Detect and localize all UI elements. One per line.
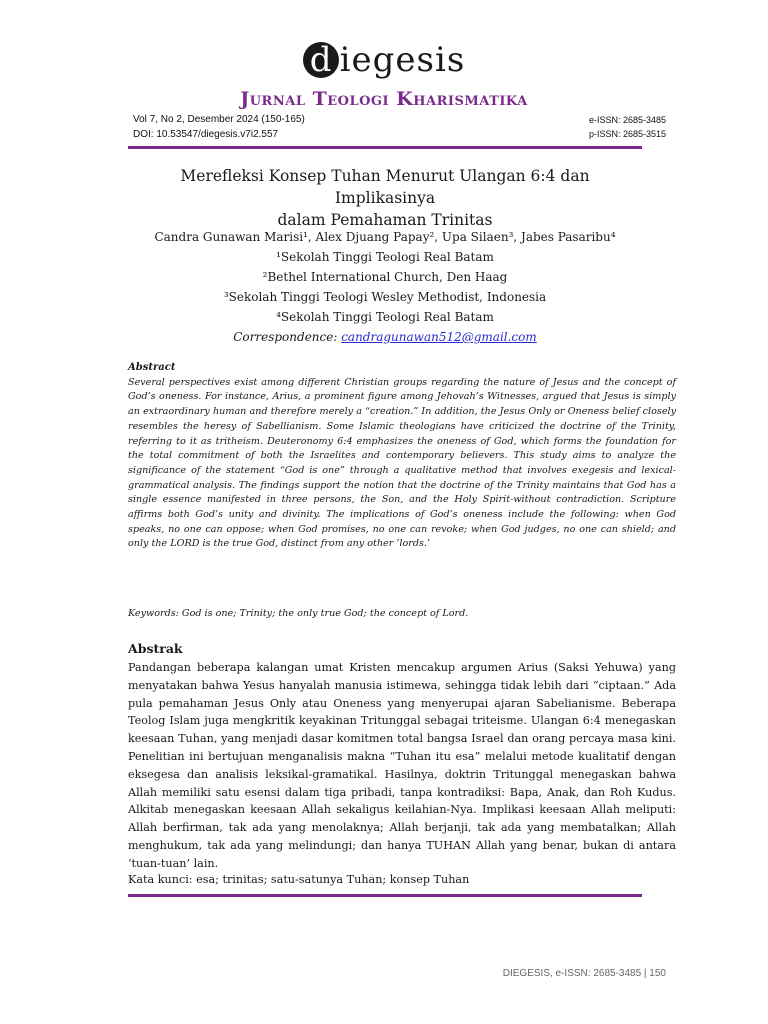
abstrak-heading: Abstrak: [128, 641, 183, 656]
footer-divider: [128, 894, 642, 897]
affiliation-4: ⁴Sekolah Tinggi Teologi Real Batam: [276, 310, 494, 324]
correspondence-email-link[interactable]: candragunawan512@gmail.com: [341, 330, 537, 344]
keywords-english: Keywords: God is one; Trinity; the only true God; the concept of Lord.: [128, 608, 469, 619]
affiliation-1: ¹Sekolah Tinggi Teologi Real Batam: [276, 250, 494, 264]
article-title: [128, 165, 642, 231]
eissn: e-ISSN: 2685-3485: [588, 115, 666, 125]
title-line-2: dalam Pemahaman Trinitas: [277, 211, 493, 229]
keywords-indonesian: Kata kunci: esa; trinitas; satu-satunya Tuhan; konsep Tuhan: [128, 873, 470, 886]
affiliation-3: ³Sekolah Tinggi Teologi Wesley Methodist, Indonesia: [223, 290, 547, 304]
issue-meta: [133, 112, 305, 142]
pissn: p-ISSN: 2685-3515: [588, 129, 666, 139]
logo-wordmark: iegesis: [339, 40, 466, 80]
affiliation-2: ²Bethel International Church, Den Haag: [262, 270, 508, 284]
journal-name: Jurnal Teologi Kharismatika: [240, 88, 528, 110]
header-divider: [128, 146, 642, 149]
logo-mark: d: [303, 42, 339, 78]
abstrak-text: Pandangan beberapa kalangan umat Kristen mencakup argumen Arius (Saksi Yehuwa) yang menyatakan bahwa Yesus hanyalah manusia istimewa, sehingga tidak lebih dari “ciptaan.” Ada pula pemahaman Jesus Only atau Oneness yang menyerupai ajaran Sabelianisme. Beberapa Teolog Islam juga mengkritik keyakinan Tritunggal sebagai triteisme. Ulangan 6:4 menegaskan keesaan Tuhan, yang menjadi dasar komitmen total bangsa Israel dan orang percaya masa kini. Penelitian ini bertujuan menganalisis makna “Tuhan itu esa” melalui metode kualitatif dengan eksegesa dan analisis leksikal-gramatikal. Hasilnya, doktrin Tritunggal menegaskan bahwa Allah memiliki satu esensi dalam tiga pribadi, tanpa kontradiksi: Bapa, Anak, dan Roh Kudus. Alkitab menegaskan keesaan Allah sekaligus keilahian-Nya. Implikasi keesaan Allah meliputi: Allah berfirman, tak ada yang menolaknya; Allah berjanji, tak ada yang membatalkan; Allah menghukum, tak ada yang melindungi; dan hanya TUHAN Allah yang benar, bukan di antara ‘tuan-tuan’ lain.: [128, 661, 676, 870]
title-line-1: Merefleksi Konsep Tuhan Menurut Ulangan 6:4 dan Implikasinya: [180, 167, 590, 207]
correspondence-label: Correspondence:: [233, 330, 342, 344]
correspondence: [128, 327, 642, 347]
journal-logo: [0, 40, 768, 80]
author-block: [128, 227, 642, 347]
abstract-heading: Abstract: [128, 362, 176, 373]
abstract-text: Several perspectives exist among different Christian groups regarding the nature of Jesus and the concept of God’s oneness. For instance, Arius, a prominent figure among Jehovah’s Witnesses, argued that Jesus is simply an extraordinary human and therefore merely a “creation.” In addition, the Jesus Only or Oneness belief closely resembles the heresy of Sabellianism. Some Islamic theologians have criticized the doctrine of the Trinity, referring to it as tritheism. Deuteronomy 6:4 emphasizes the oneness of God, which forms the foundation for the total commitment of both the Israelites and contemporary believers. This study aims to analyze the significance of the statement “God is one” through a qualitative method that involves exegesis and lexical-grammatical analysis. The findings support the notion that the doctrine of the Trinity maintains that God has a single essence manifested in three persons, the Son, and the Holy Spirit-without contradiction. Scripture affirms both God’s unity and divinity. The implications of God’s oneness include the following: when God speaks, no one can oppose; when God promises, no one can revoke; when God judges, no one can shield; and only the LORD is the true God, distinct from any other ’lords.’: [128, 376, 676, 550]
abstract-english: [128, 361, 676, 552]
page-footer: DIEGESIS, e-ISSN: 2685-3485 | 150: [502, 968, 666, 979]
volume-info: Vol 7, No 2, Desember 2024 (150-165): [133, 114, 305, 125]
author-names: Candra Gunawan Marisi¹, Alex Djuang Papay², Upa Silaen³, Jabes Pasaribu⁴: [154, 230, 616, 244]
issn-meta: [589, 113, 666, 141]
doi: DOI: 10.53547/diegesis.v7i2.557: [133, 129, 279, 140]
